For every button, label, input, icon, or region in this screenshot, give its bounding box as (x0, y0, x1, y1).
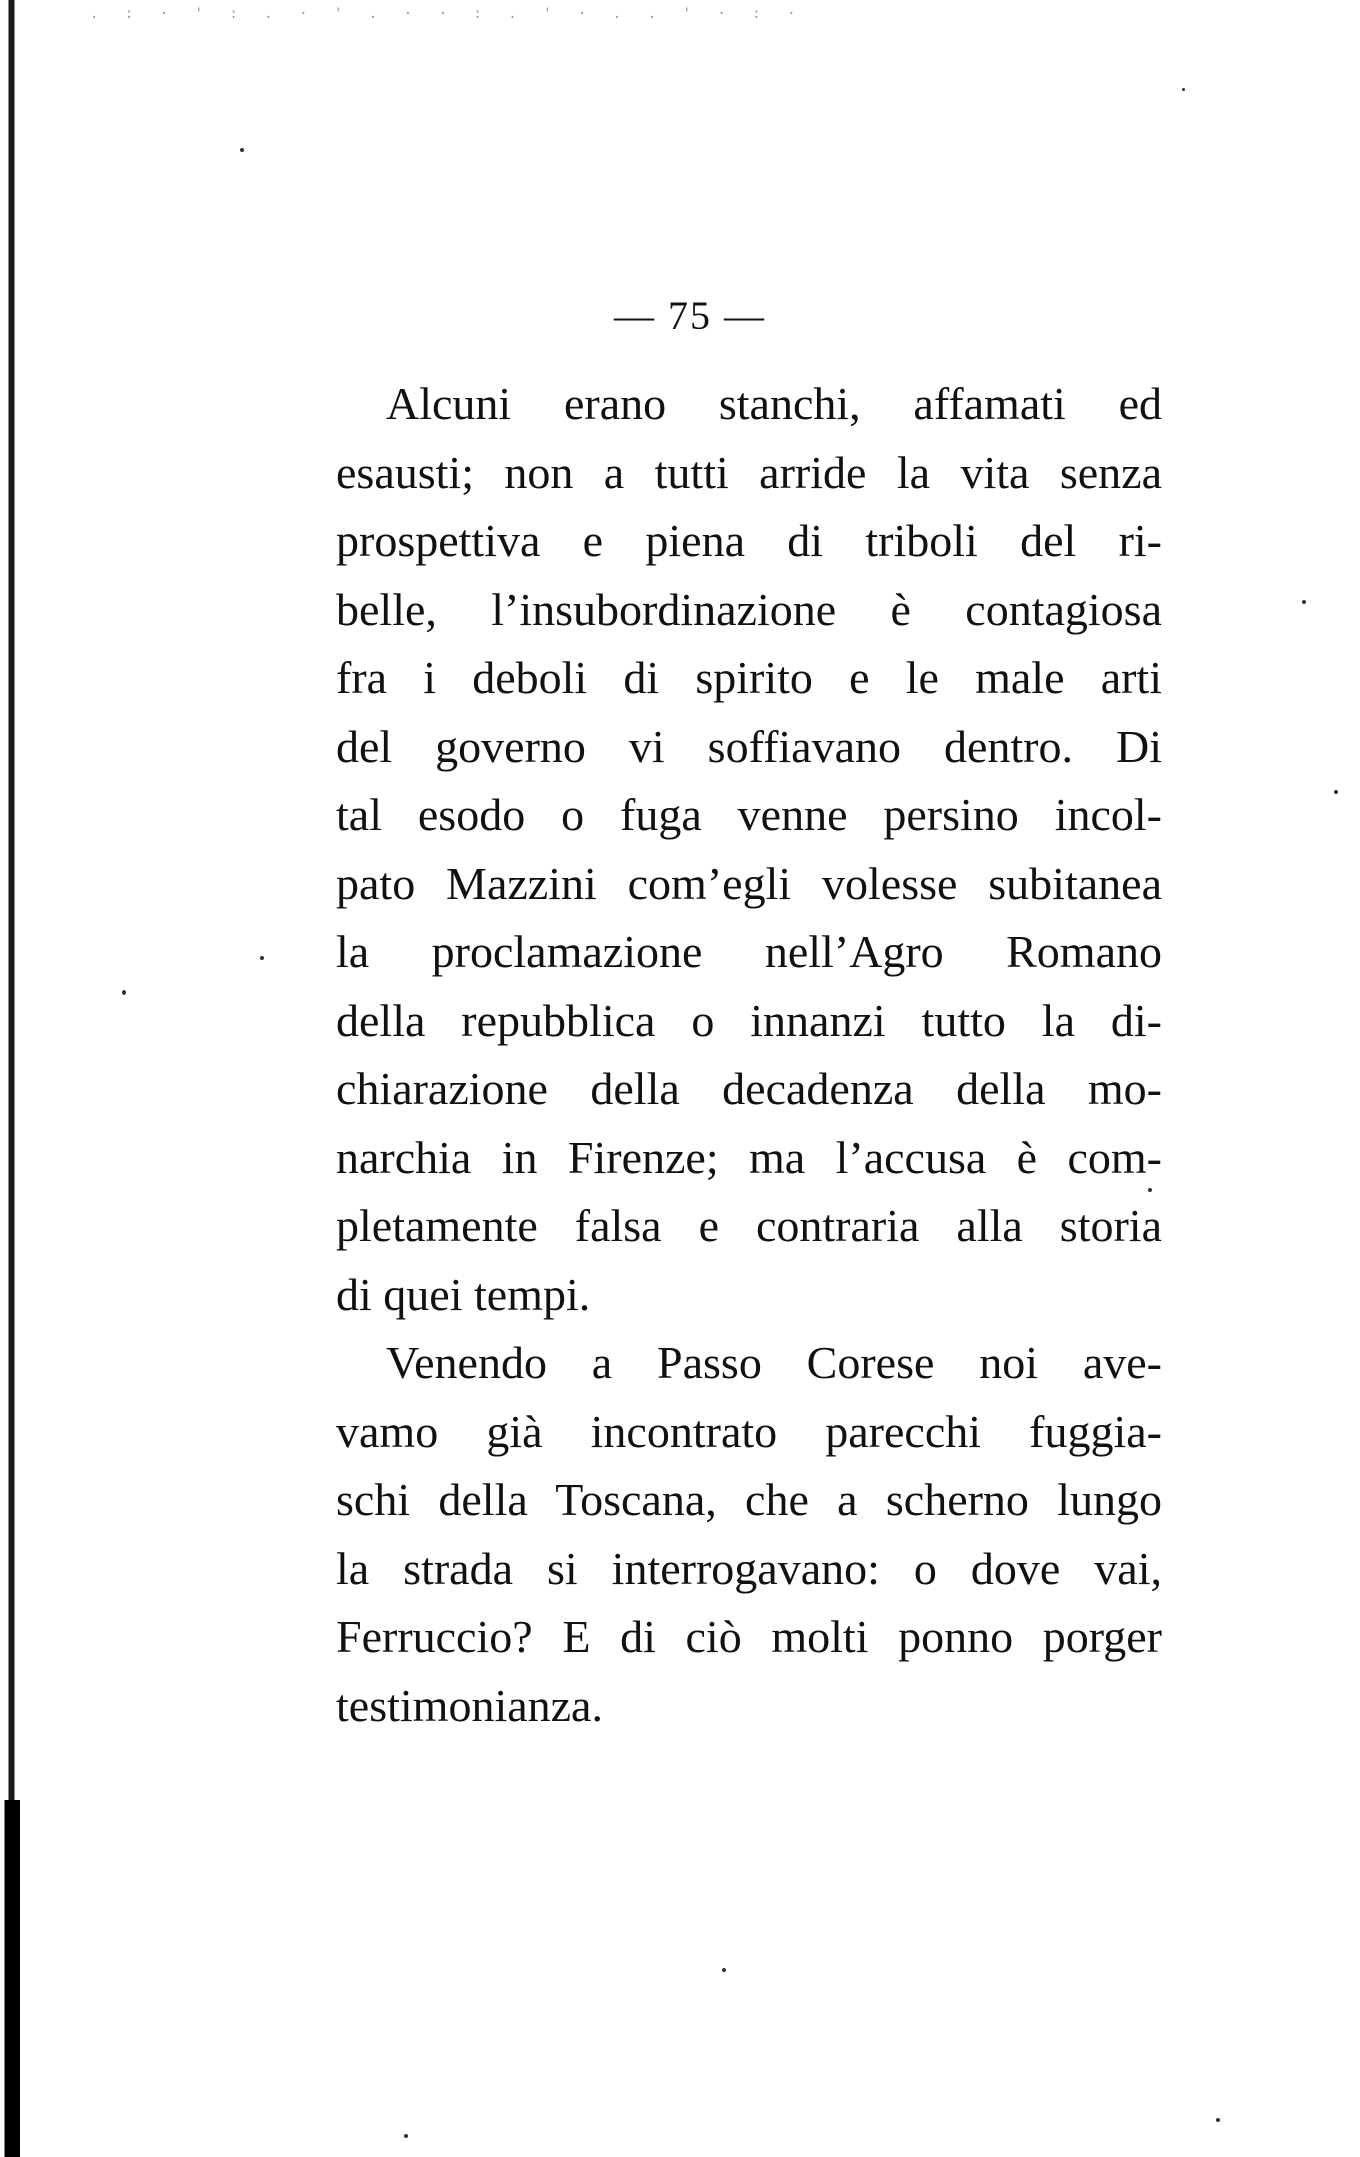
text-line: di quei tempi. (336, 1268, 591, 1320)
page-text (336, 370, 1162, 1740)
scan-speck (240, 148, 244, 152)
text-line: tal esodo o fuga venne persino incol- (336, 789, 1162, 840)
text-line: pato Mazzini com’egli volesse subitanea (336, 857, 1162, 909)
text-line: testimonianza. (336, 1679, 603, 1731)
paragraph (336, 1329, 1162, 1740)
text-line: prospettiva e piena di triboli del ri- (336, 515, 1162, 566)
scan-speck (1182, 88, 1185, 91)
text-line: Ferruccio? E di ciò molti ponno porger (336, 1611, 1162, 1662)
text-line: la strada si interrogavano: o dove vai, (336, 1542, 1162, 1594)
text-line: narchia in Firenze; ma l’accusa è com- (336, 1131, 1162, 1183)
text-line: Venendo a Passo Corese noi ave- (386, 1337, 1162, 1388)
text-line: del governo vi soffiavano dentro. Di (336, 720, 1162, 772)
scan-speck (404, 2134, 408, 2138)
paragraph (336, 370, 1162, 1329)
text-line: pletamente falsa e contraria alla storia (336, 1200, 1162, 1251)
scan-speck (1216, 2118, 1220, 2122)
scan-speck (122, 990, 126, 995)
scan-speck (1302, 600, 1306, 604)
scan-noise-top: . : · ' : . · ' . · · : . ' · . . ' · : · (90, 6, 805, 22)
text-line: la proclamazione nell’Agro Romano (336, 926, 1162, 977)
text-line: della repubblica o innanzi tutto la di- (336, 994, 1162, 1046)
binding-edge-dark-strip (0, 1800, 20, 2157)
text-line: Alcuni erano stanchi, affamati ed (386, 378, 1162, 429)
page-number: — 75 — (614, 293, 766, 338)
text-line: schi della Toscana, che a scherno lungo (336, 1474, 1162, 1525)
scan-speck (260, 956, 264, 960)
text-line: fra i deboli di spirito e le male arti (336, 652, 1162, 703)
text-line: vamo già incontrato parecchi fuggia- (336, 1405, 1162, 1457)
text-line: belle, l’insubordinazione è contagiosa (336, 583, 1162, 635)
scan-speck (722, 1968, 726, 1972)
text-line: chiarazione della decadenza della mo- (336, 1063, 1162, 1114)
text-line: esausti; non a tutti arride la vita senza (336, 446, 1162, 498)
scan-speck (1334, 790, 1338, 794)
